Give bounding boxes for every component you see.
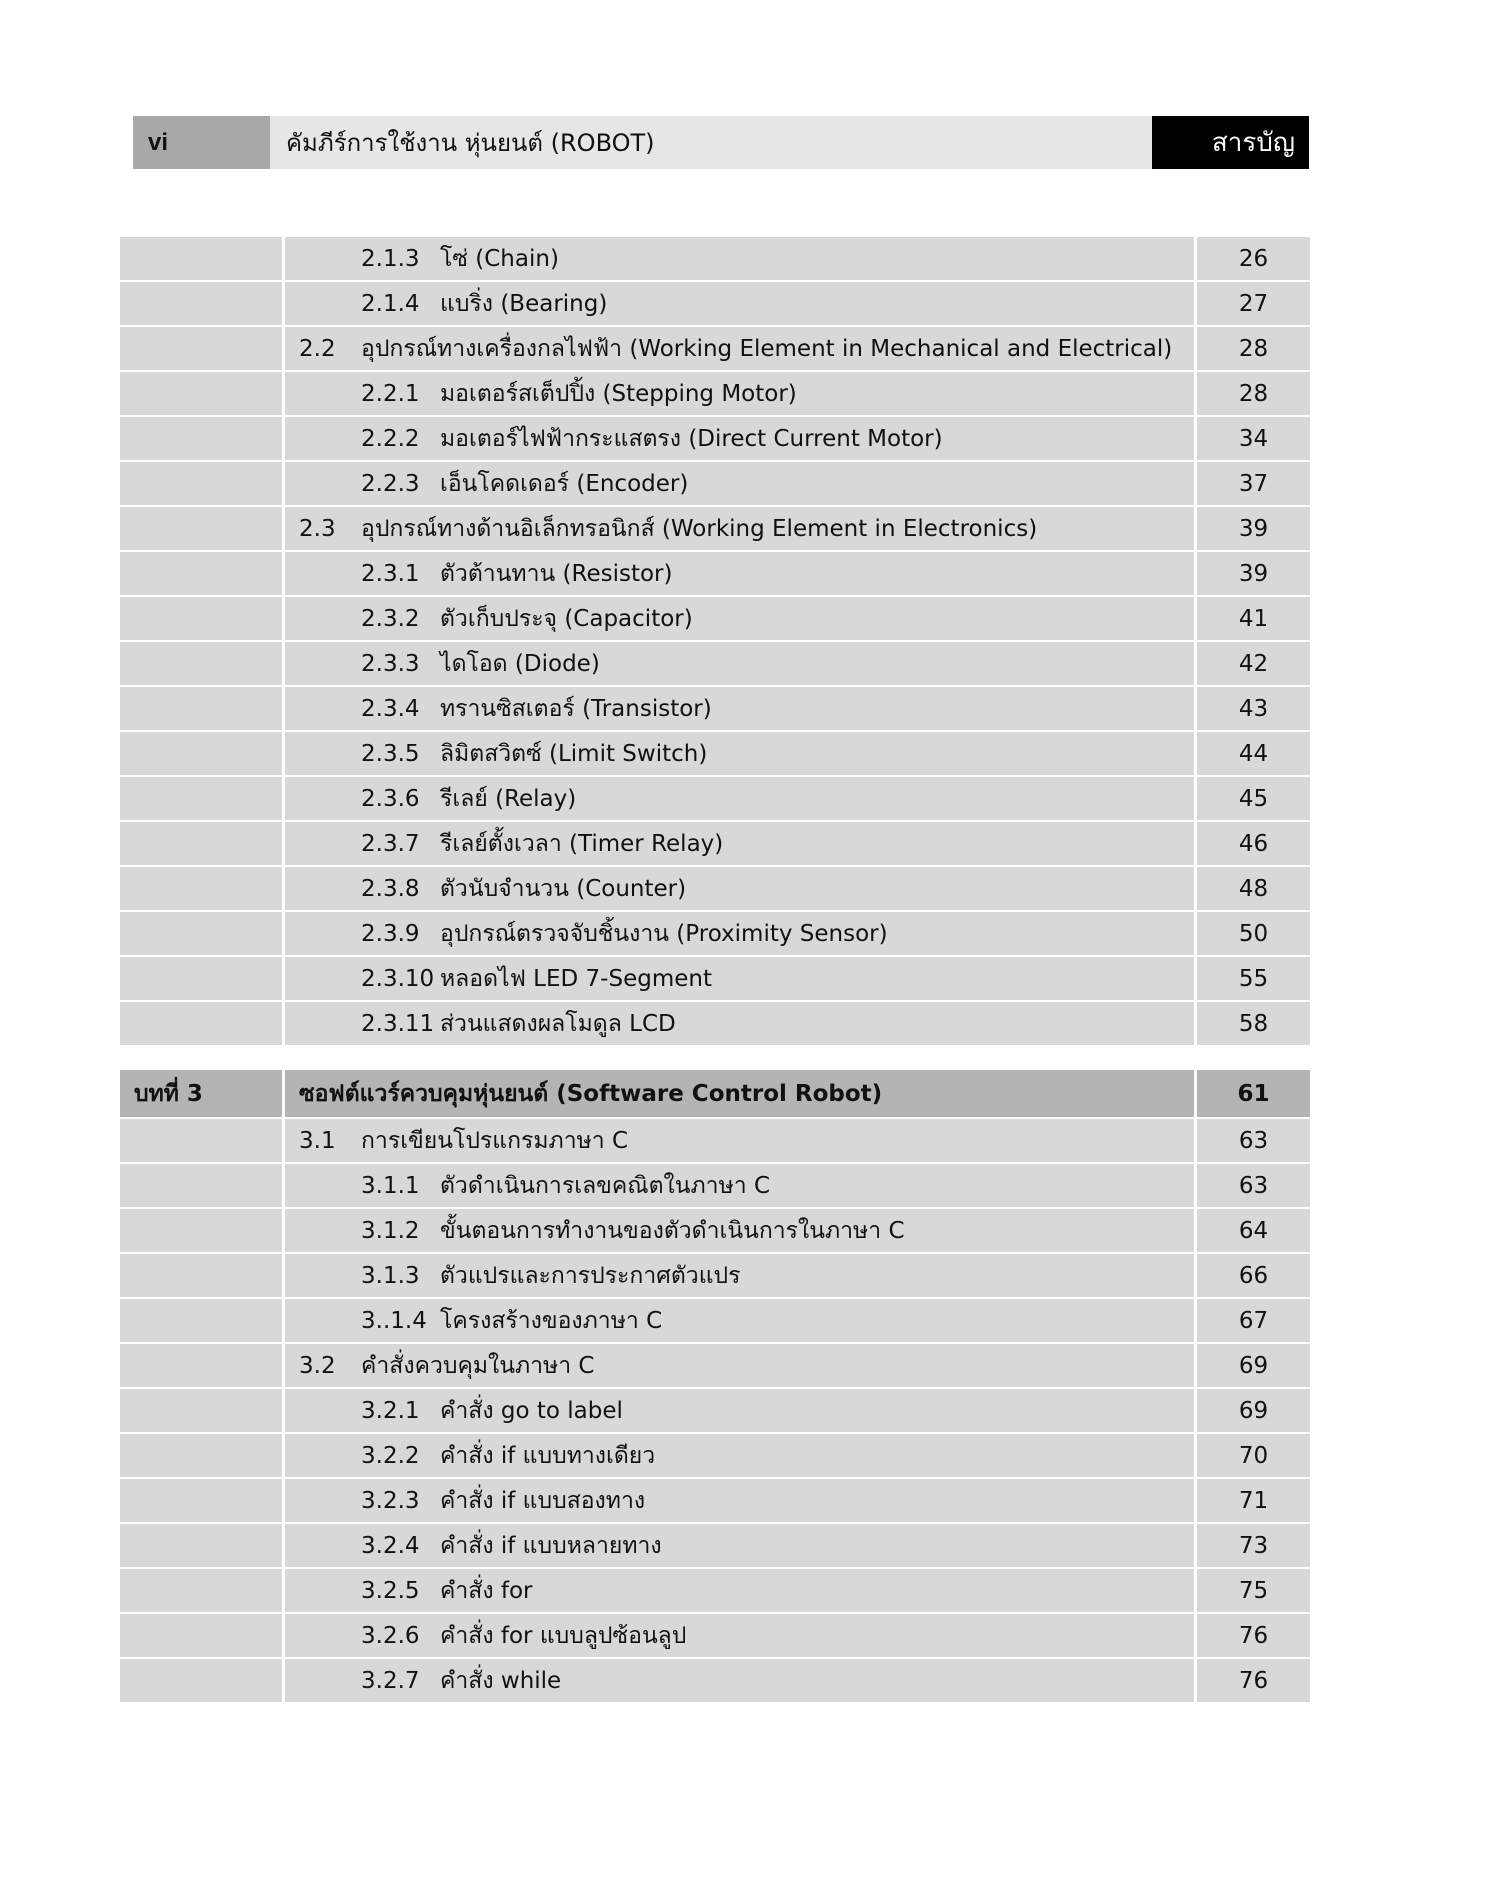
toc-entry-title: เอ็นโคดเดอร์ (Encoder) xyxy=(440,470,689,497)
toc-title-cell xyxy=(285,1434,1194,1477)
toc-subsection-row[interactable] xyxy=(120,1434,1310,1477)
toc-label-cell xyxy=(120,597,282,640)
toc-entry-title: หลอดไฟ LED 7-Segment xyxy=(440,965,712,992)
toc-title-cell xyxy=(285,642,1194,685)
toc-page-number: 50 xyxy=(1197,912,1310,955)
toc-entry-title: ตัวแปรและการประกาศตัวแปร xyxy=(440,1262,741,1289)
toc-title-cell xyxy=(285,1254,1194,1297)
toc-title-cell xyxy=(285,237,1194,280)
toc-title-cell xyxy=(285,687,1194,730)
toc-label-cell xyxy=(120,912,282,955)
toc-entry-number: 3.1.2 xyxy=(361,1217,420,1244)
toc-entry-number: 3.2.4 xyxy=(361,1532,420,1559)
toc-title-cell xyxy=(285,1002,1194,1045)
toc-page-number: 63 xyxy=(1197,1164,1310,1207)
toc-title-cell xyxy=(285,1479,1194,1522)
toc-page-number: 45 xyxy=(1197,777,1310,820)
toc-subsection-row[interactable] xyxy=(120,867,1310,910)
toc-title-cell xyxy=(285,867,1194,910)
toc-table-continued xyxy=(120,237,1310,1047)
toc-page-number: 26 xyxy=(1197,237,1310,280)
toc-entry-number: 2.1.3 xyxy=(361,245,420,272)
book-title: คัมภีร์การใช้งาน หุ่นยนต์ (ROBOT) xyxy=(270,116,1152,169)
toc-entry-number: 3..1.4 xyxy=(361,1307,427,1334)
toc-label-cell xyxy=(120,1479,282,1522)
toc-subsection-row[interactable] xyxy=(120,1254,1310,1297)
toc-page-number: 75 xyxy=(1197,1569,1310,1612)
toc-entry-title: ไดโอด (Diode) xyxy=(440,650,600,677)
toc-page-number: 69 xyxy=(1197,1389,1310,1432)
toc-section-row[interactable] xyxy=(120,327,1310,370)
toc-subsection-row[interactable] xyxy=(120,372,1310,415)
toc-subsection-row[interactable] xyxy=(120,822,1310,865)
toc-title-cell xyxy=(285,282,1194,325)
toc-label-cell xyxy=(120,732,282,775)
toc-subsection-row[interactable] xyxy=(120,777,1310,820)
toc-entry-number: 3.2.7 xyxy=(361,1667,420,1694)
toc-page-number: 41 xyxy=(1197,597,1310,640)
toc-page-number: 39 xyxy=(1197,507,1310,550)
toc-label-cell xyxy=(120,462,282,505)
toc-label-cell xyxy=(120,642,282,685)
chapter-page: 61 xyxy=(1197,1070,1310,1117)
toc-entry-number: 2.3.7 xyxy=(361,830,420,857)
toc-entry-number: 2.3.10 xyxy=(361,965,435,992)
toc-title-cell xyxy=(285,1614,1194,1657)
toc-page-number: 70 xyxy=(1197,1434,1310,1477)
toc-title-cell xyxy=(285,957,1194,1000)
chapter-title: ซอฟต์แวร์ควบคุมหุ่นยนต์ (Software Control Robot) xyxy=(285,1070,1194,1117)
toc-subsection-row[interactable] xyxy=(120,687,1310,730)
toc-page-number: 76 xyxy=(1197,1614,1310,1657)
toc-title-cell xyxy=(285,1659,1194,1702)
toc-title-cell xyxy=(285,327,1194,370)
toc-page-number: 34 xyxy=(1197,417,1310,460)
toc-subsection-row[interactable] xyxy=(120,1389,1310,1432)
page-header xyxy=(133,116,1309,169)
toc-entry-title: ตัวเก็บประจุ (Capacitor) xyxy=(440,605,693,632)
toc-subsection-row[interactable] xyxy=(120,552,1310,595)
toc-entry-number: 2.2.3 xyxy=(361,470,420,497)
toc-entry-number: 3.2.2 xyxy=(361,1442,420,1469)
toc-entry-number: 2.3.9 xyxy=(361,920,420,947)
toc-title-cell xyxy=(285,1524,1194,1567)
toc-page-number: 63 xyxy=(1197,1119,1310,1162)
toc-subsection-row[interactable] xyxy=(120,957,1310,1000)
toc-entry-number: 3.1.1 xyxy=(361,1172,420,1199)
toc-title-cell xyxy=(285,1164,1194,1207)
toc-entry-number: 2.2.2 xyxy=(361,425,420,452)
toc-label-cell xyxy=(120,1209,282,1252)
toc-entry-title: ตัวต้านทาน (Resistor) xyxy=(440,560,673,587)
toc-page-number: 69 xyxy=(1197,1344,1310,1387)
toc-page-number: 48 xyxy=(1197,867,1310,910)
toc-page-number: 58 xyxy=(1197,1002,1310,1045)
toc-entry-number: 3.2.3 xyxy=(361,1487,420,1514)
toc-label-cell xyxy=(120,1434,282,1477)
toc-label-cell xyxy=(120,1524,282,1567)
toc-section-row[interactable] xyxy=(120,1344,1310,1387)
toc-entry-title: อุปกรณ์ทางด้านอิเล็กทรอนิกส์ (Working Element in Electronics) xyxy=(361,515,1038,542)
page-number: vi xyxy=(133,116,270,169)
toc-page-number: 66 xyxy=(1197,1254,1310,1297)
toc-page-number: 76 xyxy=(1197,1659,1310,1702)
toc-entry-number: 3.2.6 xyxy=(361,1622,420,1649)
toc-page-number: 37 xyxy=(1197,462,1310,505)
toc-label-cell xyxy=(120,1569,282,1612)
toc-entry-title: คำสั่ง if แบบสองทาง xyxy=(440,1487,646,1514)
toc-entry-number: 2.3.8 xyxy=(361,875,420,902)
toc-subsection-row[interactable] xyxy=(120,732,1310,775)
toc-label-cell xyxy=(120,822,282,865)
toc-entry-number: 2.3.4 xyxy=(361,695,420,722)
toc-label-cell xyxy=(120,417,282,460)
toc-entry-title: คำสั่ง for แบบลูปซ้อนลูป xyxy=(440,1622,687,1649)
toc-entry-number: 2.1.4 xyxy=(361,290,420,317)
toc-subsection-row[interactable] xyxy=(120,642,1310,685)
toc-chapter-row[interactable] xyxy=(120,1070,1310,1117)
toc-page-number: 46 xyxy=(1197,822,1310,865)
toc-entry-title: คำสั่ง go to label xyxy=(440,1397,623,1424)
toc-entry-title: คำสั่ง for xyxy=(440,1577,533,1604)
toc-subsection-row[interactable] xyxy=(120,1299,1310,1342)
toc-entry-number: 2.3.2 xyxy=(361,605,420,632)
toc-title-cell xyxy=(285,417,1194,460)
toc-label-cell xyxy=(120,1119,282,1162)
toc-subsection-row[interactable] xyxy=(120,1479,1310,1522)
toc-title-cell xyxy=(285,462,1194,505)
toc-title-cell xyxy=(285,552,1194,595)
toc-entry-number: 2.2 xyxy=(299,335,336,362)
toc-entry-title: ตัวดำเนินการเลขคณิตในภาษา C xyxy=(440,1172,771,1199)
toc-label-cell xyxy=(120,1389,282,1432)
toc-title-cell xyxy=(285,1119,1194,1162)
toc-title-cell xyxy=(285,777,1194,820)
toc-page-number: 43 xyxy=(1197,687,1310,730)
toc-label-cell xyxy=(120,1344,282,1387)
toc-page-number: 55 xyxy=(1197,957,1310,1000)
toc-label-cell xyxy=(120,237,282,280)
toc-subsection-row[interactable] xyxy=(120,417,1310,460)
toc-table-chapter-3 xyxy=(120,1070,1310,1704)
toc-entry-title: ขั้นตอนการทำงานของตัวดำเนินการในภาษา C xyxy=(440,1217,905,1244)
toc-entry-number: 3.2.1 xyxy=(361,1397,420,1424)
toc-title-cell xyxy=(285,912,1194,955)
toc-label-cell xyxy=(120,867,282,910)
toc-entry-number: 2.3.6 xyxy=(361,785,420,812)
toc-entry-title: มอเตอร์ไฟฟ้ากระแสตรง (Direct Current Motor) xyxy=(440,425,943,452)
toc-page-number: 44 xyxy=(1197,732,1310,775)
toc-title-cell xyxy=(285,372,1194,415)
toc-page-number: 73 xyxy=(1197,1524,1310,1567)
toc-label-cell xyxy=(120,282,282,325)
toc-entry-title: อุปกรณ์ทางเครื่องกลไฟฟ้า (Working Element in Mechanical and Electrical) xyxy=(361,335,1173,362)
toc-subsection-row[interactable] xyxy=(120,1524,1310,1567)
toc-page-number: 71 xyxy=(1197,1479,1310,1522)
toc-entry-title: คำสั่ง if แบบหลายทาง xyxy=(440,1532,662,1559)
toc-section-row[interactable] xyxy=(120,1119,1310,1162)
toc-title-cell xyxy=(285,1389,1194,1432)
toc-entry-title: มอเตอร์สเต็ปปิ้ง (Stepping Motor) xyxy=(440,380,797,407)
section-label: สารบัญ xyxy=(1152,116,1309,169)
toc-subsection-row[interactable] xyxy=(120,1659,1310,1702)
toc-entry-number: 3.2 xyxy=(299,1352,336,1379)
toc-subsection-row[interactable] xyxy=(120,912,1310,955)
toc-title-cell xyxy=(285,732,1194,775)
toc-entry-title: แบริ่ง (Bearing) xyxy=(440,290,608,317)
toc-label-cell xyxy=(120,1659,282,1702)
toc-title-cell xyxy=(285,1344,1194,1387)
toc-subsection-row[interactable] xyxy=(120,1569,1310,1612)
toc-subsection-row[interactable] xyxy=(120,237,1310,280)
toc-entry-title: รีเลย์ตั้งเวลา (Timer Relay) xyxy=(440,830,724,857)
toc-title-cell xyxy=(285,507,1194,550)
toc-label-cell xyxy=(120,552,282,595)
toc-subsection-row[interactable] xyxy=(120,1002,1310,1045)
toc-entry-title: โซ่ (Chain) xyxy=(440,245,559,272)
toc-page-number: 27 xyxy=(1197,282,1310,325)
toc-entry-number: 2.3.1 xyxy=(361,560,420,587)
toc-label-cell xyxy=(120,957,282,1000)
toc-subsection-row[interactable] xyxy=(120,462,1310,505)
toc-section-row[interactable] xyxy=(120,507,1310,550)
toc-entry-title: คำสั่งควบคุมในภาษา C xyxy=(361,1352,595,1379)
toc-label-cell xyxy=(120,1254,282,1297)
toc-entry-title: ตัวนับจำนวน (Counter) xyxy=(440,875,687,902)
toc-subsection-row[interactable] xyxy=(120,597,1310,640)
toc-entry-title: ลิมิตสวิตซ์ (Limit Switch) xyxy=(440,740,708,767)
chapter-label: บทที่ 3 xyxy=(120,1070,282,1117)
toc-page-number: 28 xyxy=(1197,372,1310,415)
toc-entry-title: โครงสร้างของภาษา C xyxy=(440,1307,663,1334)
toc-label-cell xyxy=(120,1164,282,1207)
toc-subsection-row[interactable] xyxy=(120,1164,1310,1207)
toc-subsection-row[interactable] xyxy=(120,1209,1310,1252)
toc-entry-title: การเขียนโปรแกรมภาษา C xyxy=(361,1127,629,1154)
toc-title-cell xyxy=(285,822,1194,865)
toc-entry-number: 2.3.11 xyxy=(361,1010,435,1037)
toc-page-number: 67 xyxy=(1197,1299,1310,1342)
toc-label-cell xyxy=(120,687,282,730)
toc-label-cell xyxy=(120,777,282,820)
toc-page-number: 28 xyxy=(1197,327,1310,370)
toc-page-number: 42 xyxy=(1197,642,1310,685)
toc-page-number: 39 xyxy=(1197,552,1310,595)
toc-entry-title: คำสั่ง if แบบทางเดียว xyxy=(440,1442,656,1469)
toc-entry-title: คำสั่ง while xyxy=(440,1667,562,1694)
toc-label-cell xyxy=(120,507,282,550)
toc-label-cell xyxy=(120,1299,282,1342)
toc-entry-number: 3.1 xyxy=(299,1127,336,1154)
toc-title-cell xyxy=(285,1299,1194,1342)
toc-entry-title: ทรานซิสเตอร์ (Transistor) xyxy=(440,695,712,722)
toc-title-cell xyxy=(285,1569,1194,1612)
toc-subsection-row[interactable] xyxy=(120,1614,1310,1657)
toc-label-cell xyxy=(120,327,282,370)
toc-label-cell xyxy=(120,1002,282,1045)
toc-entry-title: ส่วนแสดงผลโมดูล LCD xyxy=(440,1010,676,1037)
toc-entry-number: 2.3.3 xyxy=(361,650,420,677)
toc-page-number: 64 xyxy=(1197,1209,1310,1252)
toc-label-cell xyxy=(120,372,282,415)
toc-label-cell xyxy=(120,1614,282,1657)
toc-entry-number: 2.2.1 xyxy=(361,380,420,407)
toc-entry-title: รีเลย์ (Relay) xyxy=(440,785,577,812)
toc-entry-number: 2.3 xyxy=(299,515,336,542)
toc-entry-number: 3.1.3 xyxy=(361,1262,420,1289)
toc-title-cell xyxy=(285,1209,1194,1252)
toc-entry-number: 2.3.5 xyxy=(361,740,420,767)
toc-entry-title: อุปกรณ์ตรวจจับชิ้นงาน (Proximity Sensor) xyxy=(440,920,888,947)
toc-entry-number: 3.2.5 xyxy=(361,1577,420,1604)
toc-subsection-row[interactable] xyxy=(120,282,1310,325)
toc-title-cell xyxy=(285,597,1194,640)
